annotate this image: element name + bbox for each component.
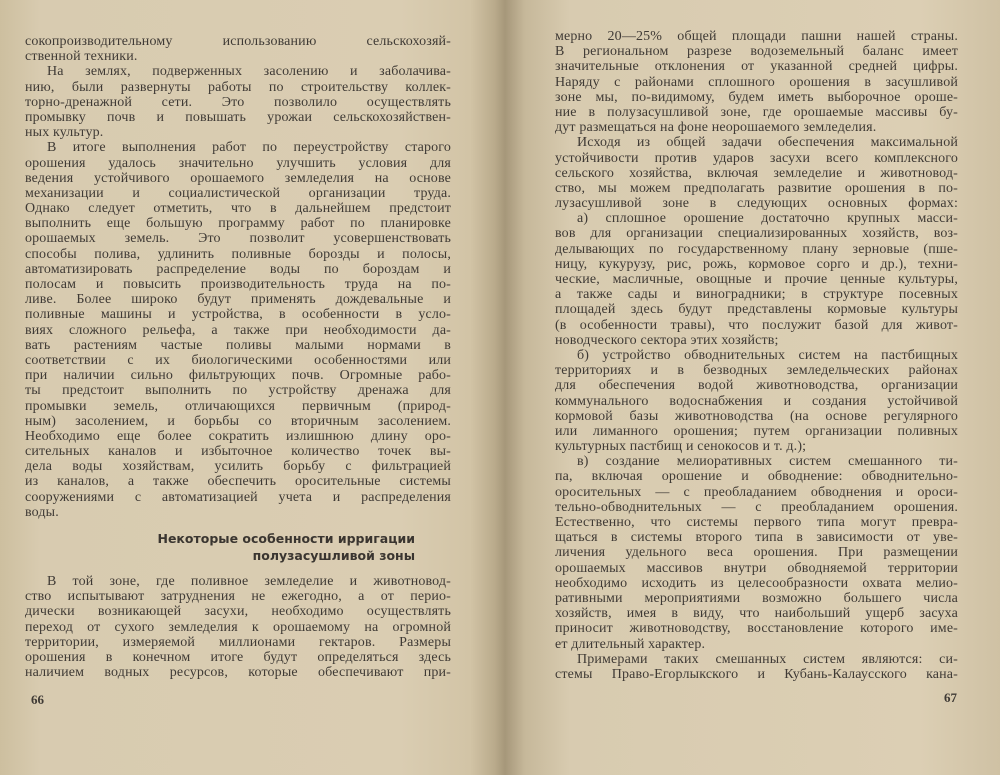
- text-line: а также сады и виноградники; в структуре посевных: [555, 287, 958, 303]
- text-line: сительных каналов и избыточное количество точек вы-: [25, 444, 451, 460]
- text-line: ницу, кукурузу, рис, рожь, кормовое сорго и др.), техни-: [555, 256, 958, 272]
- text-line: Наряду с районами сплошного орошения в засушливой: [555, 74, 958, 90]
- text-line: вать растениям частые поливы малыми нормами в: [25, 337, 451, 353]
- text-line: ративными мероприятиями возможно большего числа: [555, 590, 958, 606]
- text-line: ты предстоит выполнить по устройству дренажа для: [25, 383, 451, 399]
- text-line: площадей здесь будут представлены кормовые культуры: [555, 302, 958, 318]
- text-line: при наличии сильно фильтрующих почв. Огромные рабо-: [25, 368, 451, 384]
- text-line: промывку почв и повышать урожаи сельскохозяйствен-: [25, 109, 451, 125]
- text-line: сельского хозяйства, включая земледелие и животновод-: [555, 165, 958, 181]
- text-line: тельно-обводнительных — с преобладанием орошения.: [555, 499, 958, 515]
- paragraph: [555, 652, 958, 682]
- text-line: новодческого сектора этих хозяйств;: [555, 332, 779, 348]
- page-number-left: 66: [31, 692, 44, 707]
- paragraph: [555, 135, 958, 211]
- text-line: ство испытывают затруднения не ежегодно, а от перио-: [25, 589, 451, 605]
- text-line: сокопроизводительному использованию сельскохозяй-: [25, 34, 451, 49]
- text-line: ственной техники.: [25, 49, 138, 65]
- text-line: орошения удалось значительно улучшить условия для: [25, 155, 451, 171]
- paragraph: [555, 348, 958, 454]
- text-line: кормовой базы животноводства (на основе регулярного: [555, 408, 958, 424]
- text-line: сооружениями с автоматизацией учета и распределения: [25, 489, 451, 505]
- text-line: ным) засолением, и борьбы со вторичным засолением.: [25, 413, 451, 429]
- paragraph: [25, 574, 451, 680]
- text-line: мерно 20—25% общей площади пашни нашей страны.: [555, 29, 958, 44]
- text-line: или лиманного орошения; путем организации поливных: [555, 423, 958, 439]
- left-page-text: [25, 34, 451, 680]
- text-line: ние в полузасушливой зоне, где орошаемые массивы бу-: [555, 104, 958, 120]
- text-line: На землях, подверженных засолению и заболачива-: [47, 64, 451, 80]
- section-heading: [25, 530, 451, 564]
- text-line: переход от сухого земледелия к орошаемому на огромной: [25, 619, 451, 635]
- text-line: ведения устойчивого орошаемого земледелия на основе: [25, 170, 451, 186]
- text-line: приносит животноводству, восстановление которого име-: [555, 621, 958, 637]
- text-line: стемы Право-Егорлыкского и Кубань-Калаусского кана-: [555, 666, 958, 682]
- text-line: В итоге выполнения работ по переустройству старого: [47, 140, 451, 156]
- text-line: делывающих по государственному плану зерновые (пше-: [555, 241, 958, 257]
- text-line: необходимо исходить из целесообразности охвата мелио-: [555, 575, 958, 591]
- text-line: промывки земель, отличающихся первичным (природ-: [25, 398, 451, 414]
- left-page-body-bottom: [25, 574, 451, 680]
- text-line: орошаемых земель. Это позволит усовершенствовать: [25, 231, 451, 247]
- text-line: личения удельного веса орошения. При размещении: [555, 545, 958, 561]
- text-line: Естественно, что системы первого типа могут превра-: [555, 515, 958, 530]
- text-line: щаться в системы второго типа в зависимости от уве-: [555, 530, 958, 546]
- text-line: б) устройство обводнительных систем на пастбищных: [577, 347, 958, 363]
- text-line: воды.: [25, 504, 59, 520]
- paragraph: [25, 140, 451, 520]
- text-line: Однако следует отметить, что в дальнейшем предстоит: [25, 201, 451, 217]
- text-line: ческие, масличные, овощные и прочие ценные культуры,: [555, 272, 958, 287]
- text-line: орошаемых массивов внутри обводняемой территории: [555, 560, 958, 576]
- text-line: для обеспечения водой животноводства, организации: [555, 378, 958, 394]
- text-line: Исходя из общей задачи обеспечения максимальной: [577, 135, 958, 151]
- text-line: из каналов, а также обеспечить оросительные системы: [25, 474, 451, 490]
- text-line: Примерами таких смешанных систем являются: си-: [577, 651, 958, 667]
- text-line: а) сплошное орошение достаточно крупных масси-: [577, 211, 958, 227]
- text-line: устойчивости против ударов засухи всего комплексного: [555, 150, 958, 166]
- text-line: орошения в конечном итоге будут определяться здесь: [25, 649, 451, 665]
- text-line: территории, измеряемой миллионами гектаров. Размеры: [25, 634, 451, 650]
- text-line: хозяйств, имея в виду, что наибольший ущерб засуха: [555, 606, 958, 622]
- section-heading-line-2: полузасушливой зоны: [252, 548, 415, 563]
- text-line: механизации и социалистической организации труда.: [25, 185, 451, 201]
- right-page-body: [555, 29, 958, 682]
- text-line: ливе. Более широко будут применять дождевальные и: [25, 292, 451, 308]
- text-line: В той зоне, где поливное земледелие и животновод-: [47, 574, 451, 589]
- text-line: оросительных — с преобладанием обводнения и ороси-: [555, 484, 958, 500]
- text-line: ных культур.: [25, 125, 104, 141]
- paragraph: [555, 211, 958, 348]
- text-line: торно-дренажной сети. Это позволило осуществлять: [25, 94, 451, 110]
- text-line: выполнить еще большую программу работ по планировке: [25, 216, 451, 232]
- paragraph: [25, 64, 451, 140]
- left-page-body-top: [25, 34, 451, 520]
- text-line: в) создание мелиоративных систем смешанного ти-: [577, 454, 958, 470]
- text-line: ство, мы можем предполагать развитие орошения в по-: [555, 180, 958, 196]
- paragraph: [555, 454, 958, 651]
- right-page-text: [555, 29, 958, 682]
- text-line: зоне мы, по-видимому, будем иметь выборочное ороше-: [555, 89, 958, 105]
- text-line: поливные машины и устройства, в особенности в усло-: [25, 307, 451, 323]
- paragraph: [555, 29, 958, 135]
- text-line: дут размещаться на фоне неорошаемого земледелия.: [555, 120, 877, 136]
- text-line: территориях и в безводных земледельческих районах: [555, 363, 958, 379]
- text-line: нию, были развернуты работы по строительству коллек-: [25, 79, 451, 95]
- text-line: лузасушливой зоне в следующих основных формах:: [555, 196, 958, 212]
- text-line: вов для организации специализированных хозяйств, воз-: [555, 226, 958, 242]
- text-line: способы полива, удлинить поливные борозды и полосы,: [25, 246, 451, 262]
- text-line: соответствии с их биологическими особенностями или: [25, 352, 451, 368]
- text-line: значительные отклонения от указанной средней цифры.: [555, 59, 958, 75]
- text-line: па, включая орошение и обводнение: обводнительно-: [555, 469, 958, 485]
- text-line: Необходимо еще более сократить излишнюю длину оро-: [25, 428, 451, 444]
- text-line: виях сложного рельефа, а также при необходимости да-: [25, 322, 451, 338]
- text-line: наличием водных ресурсов, которые обеспечивают при-: [25, 665, 451, 681]
- text-line: дела воды хозяйствам, усилить борьбу с фильтрацией: [25, 459, 451, 475]
- text-line: В региональном разрезе водоземельный баланс имеет: [555, 44, 958, 60]
- text-line: культурных пастбищ и сенокосов и т. д.);: [555, 439, 807, 455]
- text-line: дически возникающей засухи, необходимо осуществлять: [25, 604, 451, 620]
- text-line: коммунального водоснабжения и создания устойчивой: [555, 393, 958, 409]
- paragraph: [25, 34, 451, 64]
- text-line: ет длительный характер.: [555, 636, 706, 652]
- text-line: (в особенности травы), что послужит базой для живот-: [555, 317, 958, 333]
- section-heading-line-1: Некоторые особенности ирригации: [157, 531, 415, 546]
- page-number-right: 67: [944, 690, 957, 705]
- text-line: автоматизировать распределение воды по бороздам и: [25, 261, 451, 277]
- text-line: полосам и повысить производительность труда на по-: [25, 277, 451, 292]
